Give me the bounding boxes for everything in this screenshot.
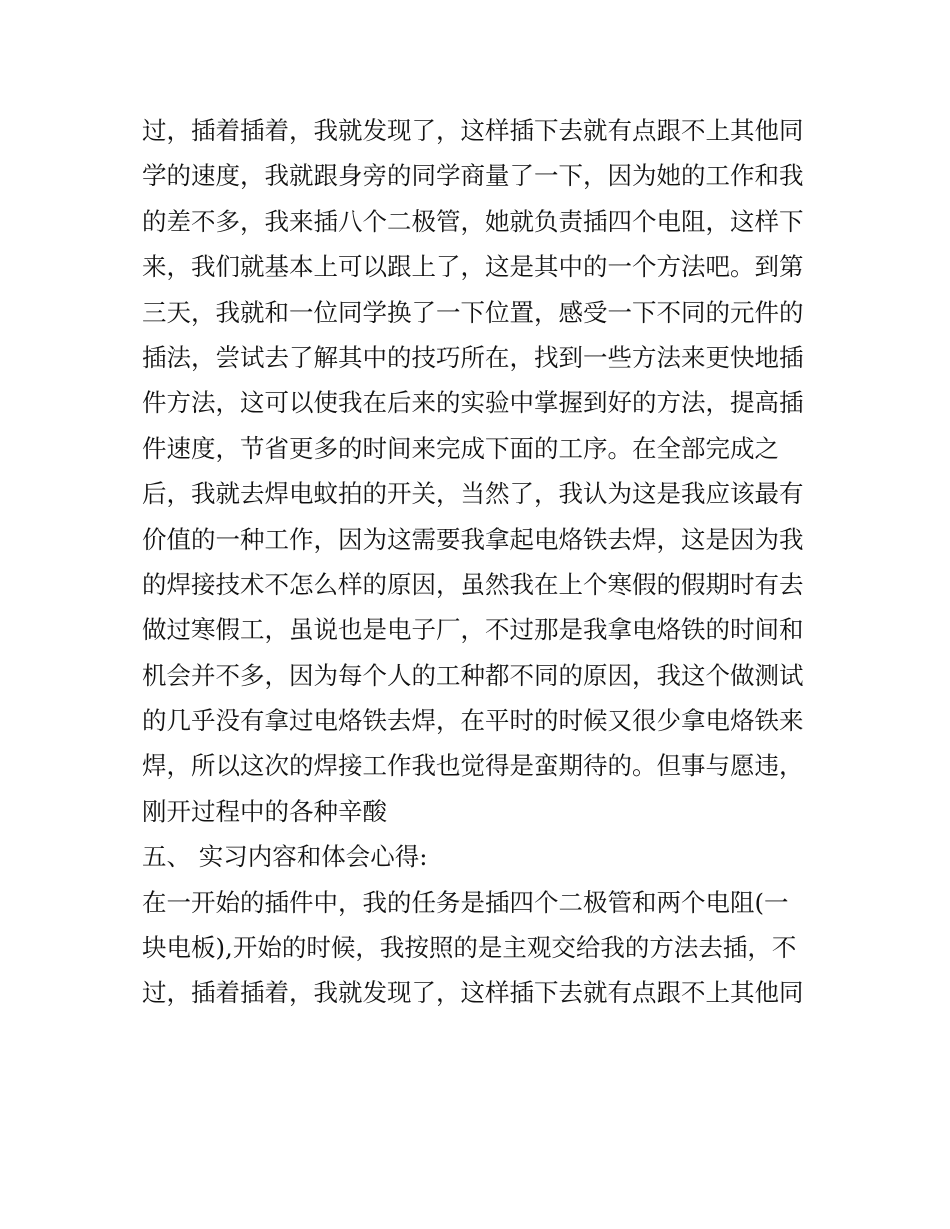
text-line: 过，插着插着，我就发现了，这样插下去就有点跟不上其他同	[142, 978, 804, 1008]
body-text	[142, 108, 822, 1016]
text-line: 焊，所以这次的焊接工作我也觉得是蛮期待的。但事与愿违，	[142, 751, 804, 781]
text-line: 的差不多，我来插八个二极管，她就负责插四个电阻，这样下	[142, 206, 804, 236]
text-line: 插法，尝试去了解其中的技巧所在，找到一些方法来更快地插	[142, 342, 804, 372]
text-line: 刚开过程中的各种辛酸	[142, 796, 387, 826]
text-line: 的焊接技术不怎么样的原因，虽然我在上个寒假的假期时有去	[142, 569, 804, 599]
text-line: 在一开始的插件中，我的任务是插四个二极管和两个电阻(一	[142, 887, 789, 917]
text-line: 学的速度，我就跟身旁的同学商量了一下，因为她的工作和我	[142, 161, 804, 191]
text-line: 件速度，节省更多的时间来完成下面的工序。在全部完成之	[142, 433, 779, 463]
text-line: 做过寒假工，虽说也是电子厂，不过那是我拿电烙铁的时间和	[142, 615, 804, 645]
text-line: 三天，我就和一位同学换了一下位置，感受一下不同的元件的	[142, 297, 804, 327]
text-line: 件方法，这可以使我在后来的实验中掌握到好的方法，提高插	[142, 388, 804, 418]
text-line: 来，我们就基本上可以跟上了，这是其中的一个方法吧。到第	[142, 252, 804, 282]
section-heading: 五、 实习内容和体会心得:	[142, 842, 428, 872]
text-line: 块电板),开始的时候，我按照的是主观交给我的方法去插，不	[142, 933, 797, 963]
text-line: 机会并不多，因为每个人的工种都不同的原因，我这个做测试	[142, 660, 804, 690]
text-line: 后，我就去焊电蚊拍的开关，当然了，我认为这是我应该最有	[142, 479, 804, 509]
text-line: 过，插着插着，我就发现了，这样插下去就有点跟不上其他同	[142, 116, 804, 145]
text-line: 价值的一种工作，因为这需要我拿起电烙铁去焊，这是因为我	[142, 524, 804, 554]
text-line: 的几乎没有拿过电烙铁去焊，在平时的时候又很少拿电烙铁来	[142, 706, 804, 736]
